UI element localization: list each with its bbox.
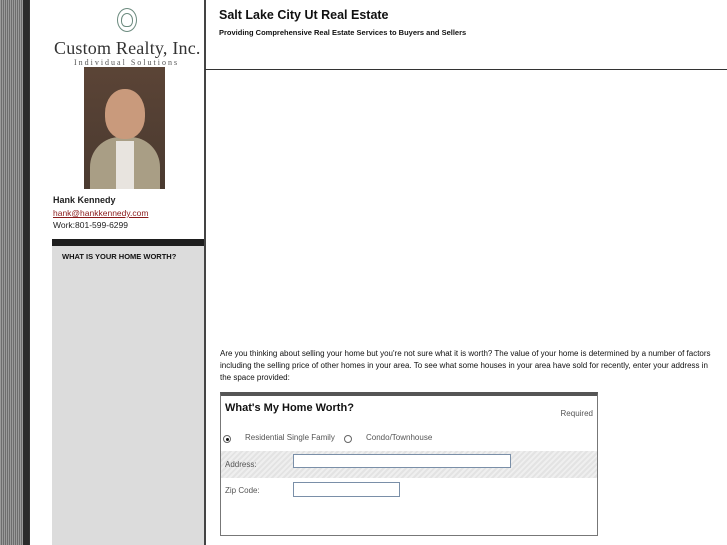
- company-tagline: Individual Solutions: [73, 58, 180, 67]
- logo-monogram-icon: [117, 8, 137, 32]
- agent-name: Hank Kennedy: [53, 195, 116, 205]
- agent-phone: Work:801-599-6299: [53, 220, 128, 230]
- zip-input[interactable]: [293, 482, 400, 497]
- address-row: [221, 451, 597, 478]
- radio-residential-label[interactable]: Residential Single Family: [245, 433, 335, 442]
- radio-residential[interactable]: [223, 435, 231, 443]
- home-worth-form: [220, 392, 598, 536]
- form-title: What's My Home Worth?: [225, 402, 354, 414]
- zip-label: Zip Code:: [225, 486, 260, 495]
- sidebar-panel-title[interactable]: WHAT IS YOUR HOME WORTH?: [62, 252, 177, 261]
- sidebar: [29, 0, 204, 545]
- address-label: Address:: [225, 460, 257, 469]
- radio-condo[interactable]: [344, 435, 352, 443]
- required-note: Required: [560, 409, 593, 418]
- agent-photo: [84, 67, 165, 189]
- left-decorative-stripe: [0, 0, 29, 545]
- page-subtitle: Providing Comprehensive Real Estate Services to Buyers and Sellers: [219, 28, 467, 37]
- sidebar-separator-bar: [52, 239, 204, 246]
- radio-condo-label[interactable]: Condo/Townhouse: [366, 433, 433, 442]
- intro-text: [220, 348, 727, 384]
- intro-line: Are you thinking about selling your home but you're not sure what it is worth? The value of your home is determined by a number of factors: [220, 349, 711, 358]
- header-divider: [205, 69, 727, 70]
- company-logo[interactable]: [54, 8, 199, 67]
- address-input[interactable]: [293, 454, 511, 468]
- intro-line: including the selling price of other homes in your area. To see what some houses in your area have sold for recently, enter your address in: [220, 361, 708, 370]
- sidebar-divider: [204, 0, 206, 545]
- agent-email-link[interactable]: hank@hankkennedy.com: [53, 208, 149, 218]
- company-name: Custom Realty, Inc.: [54, 38, 201, 58]
- intro-line: the space provided:: [220, 373, 290, 382]
- page-title: Salt Lake City Ut Real Estate: [219, 8, 389, 22]
- sidebar-panel: [52, 246, 204, 545]
